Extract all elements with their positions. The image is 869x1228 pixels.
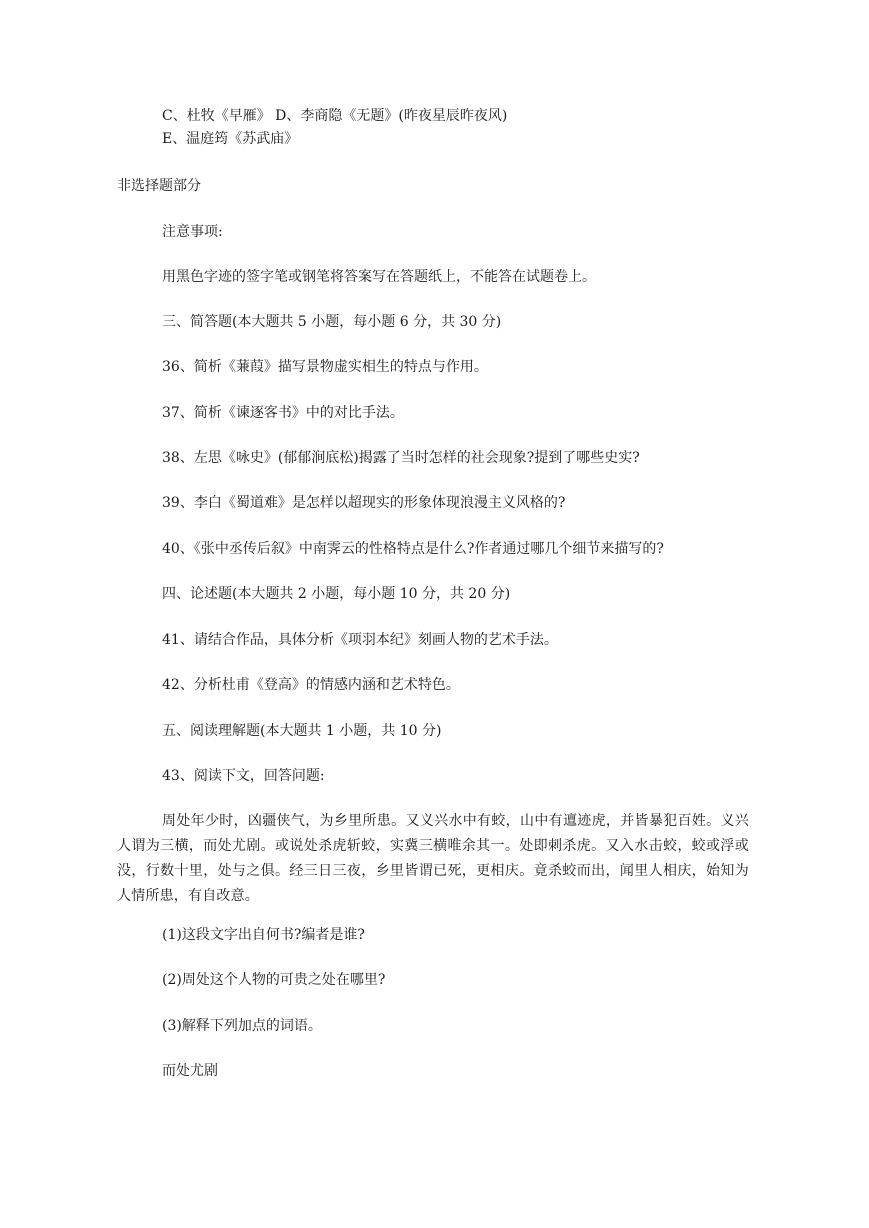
term-item-1: 而处尤剧 bbox=[162, 1063, 218, 1079]
section-heading-nonchoice: 非选择题部分 bbox=[117, 178, 201, 194]
part3-heading: 三、简答题(本大题共 5 小题，每小题 6 分，共 30 分) bbox=[162, 314, 502, 330]
notice-title: 注意事项: bbox=[162, 224, 223, 240]
option-e: E、温庭筠《苏武庙》 bbox=[162, 131, 299, 147]
reading-passage: 周处年少时，凶疆侠气，为乡里所患。又义兴水中有蛟，山中有邅迹虎，并皆暴犯百姓。义兴人谓为三横，而处尤剧。或说处杀虎斩蛟，实冀三横唯余其一。处即刺杀虎。又入水击蛟，蛟或浮或没，行数十里，处与之俱。经三日三夜，乡里皆谓已死，更相庆。竟杀蛟而出，闻里人相庆，始知为人情所患，有自改意。 bbox=[117, 813, 749, 904]
part4-heading: 四、论述题(本大题共 2 小题，每小题 10 分，共 20 分) bbox=[162, 586, 511, 602]
option-c-d: C、杜牧《早雁》 D、李商隐《无题》(昨夜星辰昨夜风) bbox=[162, 108, 508, 124]
notice-text: 用黑色字迹的签字笔或钢笔将答案写在答题纸上，不能答在试题卷上。 bbox=[162, 269, 596, 285]
question-37: 37、简析《谏逐客书》中的对比手法。 bbox=[162, 405, 404, 421]
question-40: 40、《张中丞传后叙》中南霁云的性格特点是什么?作者通过哪几个细节来描写的? bbox=[162, 541, 664, 557]
sub-question-2: (2)周处这个人物的可贵之处在哪里? bbox=[162, 972, 386, 988]
sub-question-3: (3)解释下列加点的词语。 bbox=[162, 1018, 322, 1034]
part5-heading: 五、阅读理解题(本大题共 1 小题，共 10 分) bbox=[162, 723, 442, 739]
question-41: 41、请结合作品，具体分析《项羽本纪》刻画人物的艺术手法。 bbox=[162, 632, 558, 648]
question-42: 42、分析杜甫《登高》的情感内涵和艺术特色。 bbox=[162, 677, 460, 693]
question-43: 43、阅读下文，回答问题: bbox=[162, 768, 325, 784]
sub-question-1: (1)这段文字出自何书?编者是谁? bbox=[162, 927, 365, 943]
question-39: 39、李白《蜀道难》是怎样以超现实的形象体现浪漫主义风格的? bbox=[162, 495, 566, 511]
question-36: 36、简析《蒹葭》描写景物虚实相生的特点与作用。 bbox=[162, 359, 488, 375]
question-38: 38、左思《咏史》(郁郁涧底松)揭露了当时怎样的社会现象?提到了哪些史实? bbox=[162, 450, 640, 466]
